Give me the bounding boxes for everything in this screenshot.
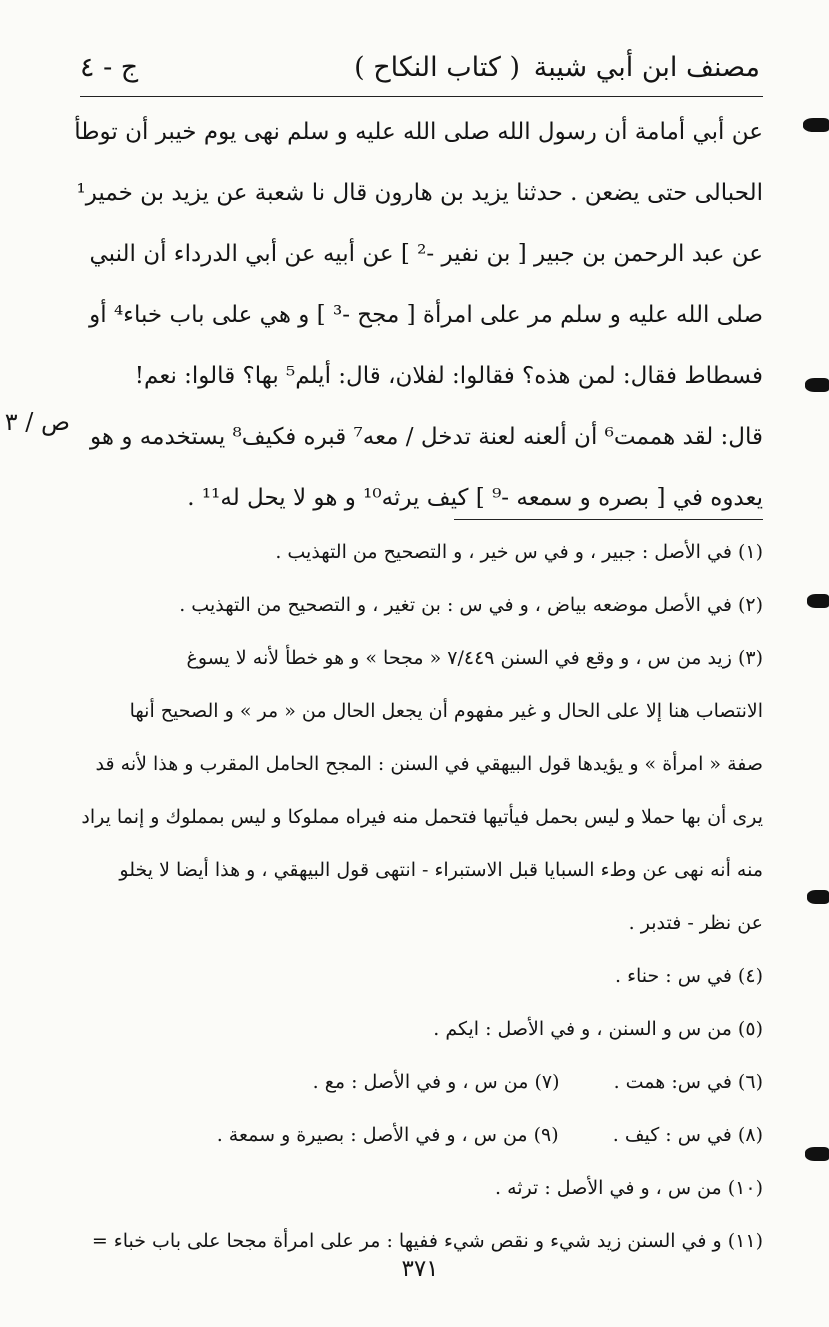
- footnote-line: (١٠) من س ، و في الأصل : ترثه .: [495, 1177, 763, 1199]
- footnote-line: الانتصاب هنا إلا على الحال و غير مفهوم أن يجعل الحال من « مر » و الصحيح أنها: [129, 700, 763, 722]
- footnote: (٦) في س: همت .: [613, 1071, 763, 1093]
- footnotes: [80, 528, 763, 1270]
- footnote-line: (١١) و في السنن زيد شيء و نقص شيء ففيها : مر على امرأة مجحا على باب خباء =: [91, 1230, 763, 1252]
- scan-edge-mark: [805, 378, 829, 392]
- footnote-line: صفة « امرأة » و يؤيدها قول البيهقي في السنن : المجح الحامل المقرب و هذا لأنه قد: [95, 753, 763, 775]
- header-divider: [80, 96, 763, 97]
- scan-edge-mark: [803, 118, 829, 132]
- footnote: (٨) في س : كيف .: [612, 1124, 763, 1146]
- volume-label: ج - ٤: [80, 52, 139, 83]
- footnote-pair-line: [80, 1058, 763, 1111]
- footnote-divider: [454, 519, 763, 520]
- main-text-line: فسطاط فقال: لمن هذه؟ فقالوا: لفلان، قال: أيلم⁵ بها؟ قالوا: نعم!: [134, 363, 763, 389]
- page-number: ٣٧١: [401, 1256, 439, 1282]
- main-text: [74, 104, 763, 531]
- footnote: (٧) من س ، و في الأصل : مع .: [312, 1071, 560, 1093]
- footnote: (٩) من س ، و في الأصل : بصيرة و سمعة .: [216, 1124, 559, 1146]
- margin-page-reference: ص / ٣: [4, 408, 70, 436]
- main-text-line: قال: لقد هممت⁶ أن ألعنه لعنة تدخل / معه⁷ قبره فكيف⁸ يستخدمه و هو: [90, 424, 763, 450]
- main-text-line: عن أبي أمامة أن رسول الله صلى الله عليه و سلم نهى يوم خيبر أن توطأ: [74, 119, 763, 145]
- footnote-line: (٣) زيد من س ، و وقع في السنن ٧/٤٤٩ « مجحا » و هو خطأ لأنه لا يسوغ: [186, 647, 763, 669]
- scan-edge-mark: [807, 594, 829, 608]
- footnote-line: (٥) من س و السنن ، و في الأصل : ايكم .: [433, 1018, 763, 1040]
- footnote-line: (١) في الأصل : جبير ، و في س خير ، و التصحيح من التهذيب .: [275, 541, 763, 563]
- footnote-line: يرى أن بها حملا و ليس بحمل فيأتيها فتحمل منه فيراه مملوكا و ليس بمملوك و إنما يراد: [81, 806, 763, 828]
- footnote-line: عن نظر - فتدبر .: [628, 912, 763, 934]
- main-text-line: عن عبد الرحمن بن جبير [ بن نفير -² ] عن أبيه عن أبي الدرداء أن النبي: [89, 241, 763, 267]
- main-text-line: يعدوه في [ بصره و سمعه -⁹ ] كيف يرثه¹⁰ و هو لا يحل له¹¹ .: [187, 485, 763, 511]
- footnote-line: منه أنه نهى عن وطء السبايا قبل الاستبراء - انتهى قول البيهقي ، و هذا أيضا لا يخلو: [119, 859, 763, 881]
- scan-edge-mark: [805, 1147, 829, 1161]
- footnote-line: (٤) في س : حناء .: [614, 965, 763, 987]
- main-text-line: صلى الله عليه و سلم مر على امرأة [ مجح -³ ] و هي على باب خباء⁴ أو: [89, 302, 763, 328]
- book-title: مصنف ابن أبي شيبة: [533, 52, 760, 83]
- main-text-line: الحبالى حتى يضعن . حدثنا يزيد بن هارون قال نا شعبة عن يزيد بن خمير¹: [76, 180, 763, 206]
- footnote-line: (٢) في الأصل موضعه بياض ، و في س : بن تغير ، و التصحيح من التهذيب .: [179, 594, 763, 616]
- scan-edge-mark: [807, 890, 829, 904]
- chapter-title: ( كتاب النكاح ): [354, 52, 520, 83]
- running-header: [80, 48, 760, 94]
- footnote-pair-line: [80, 1111, 763, 1164]
